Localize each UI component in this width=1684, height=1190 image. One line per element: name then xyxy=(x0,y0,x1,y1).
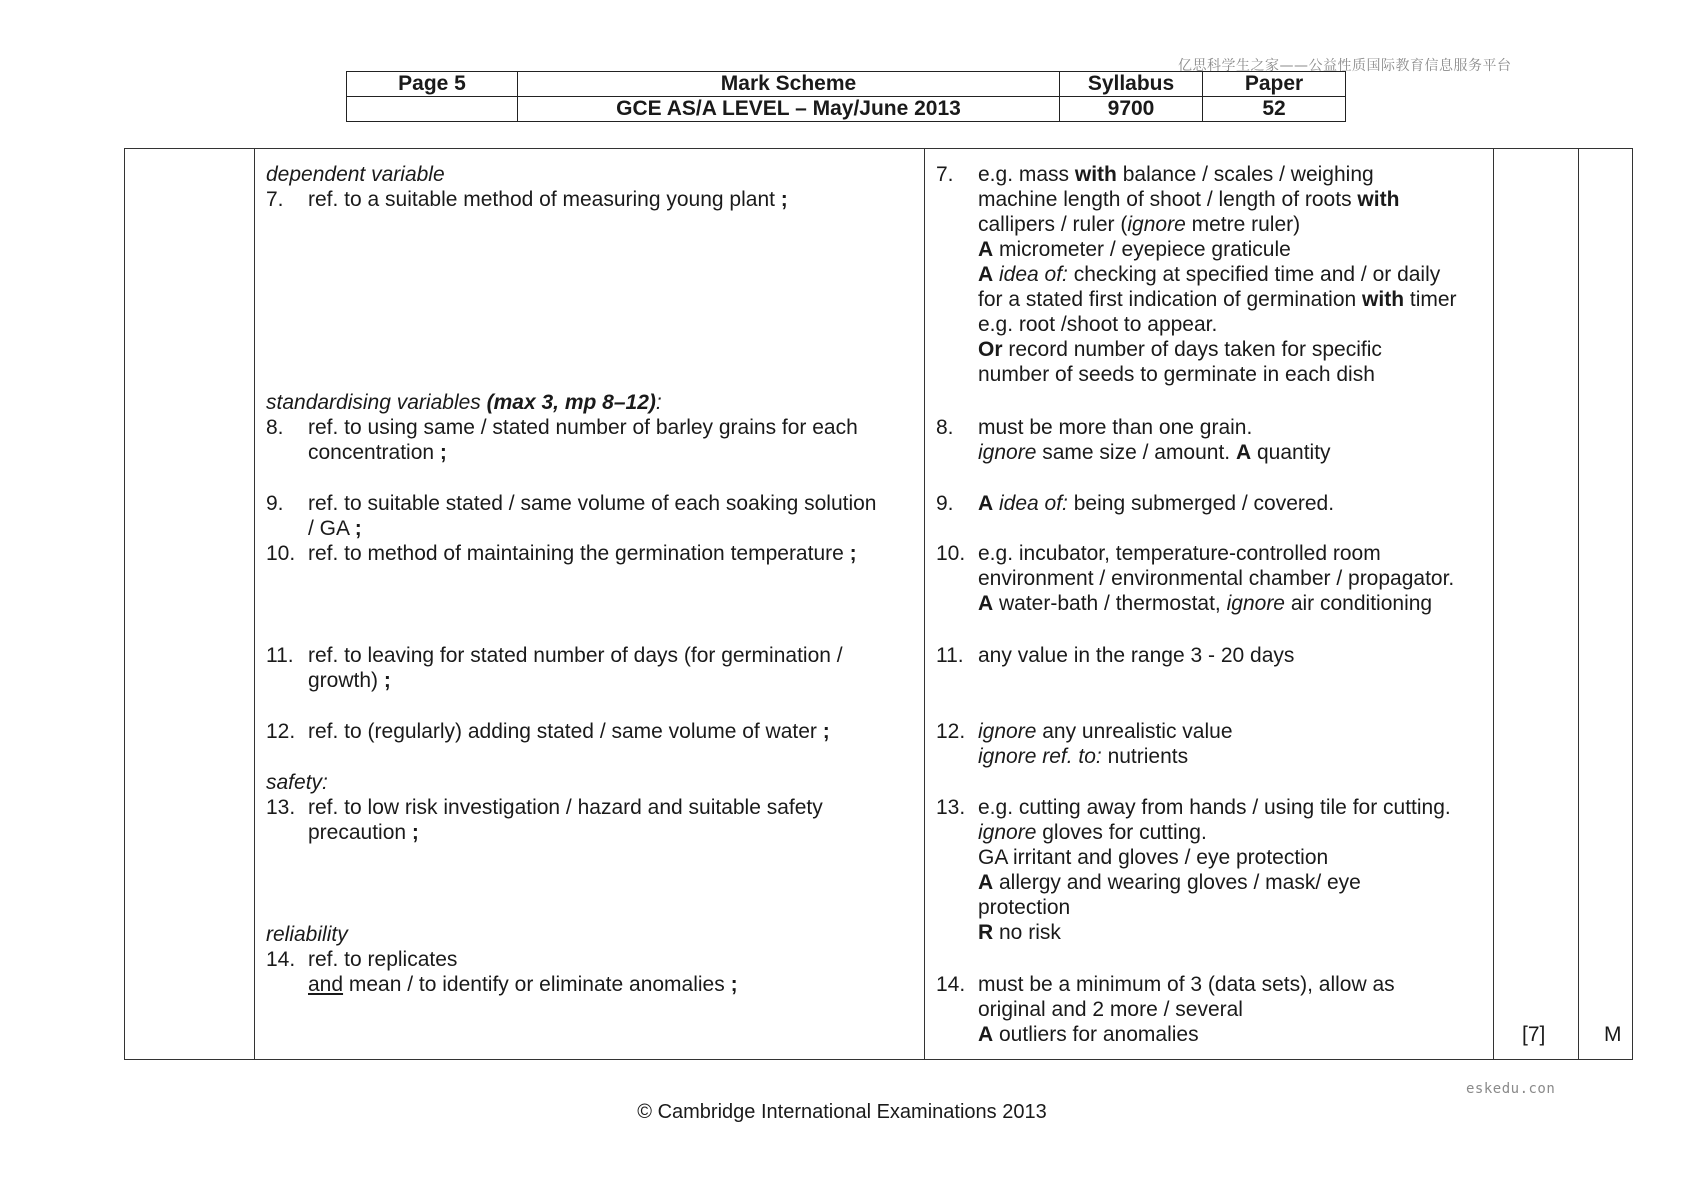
header-mark-scheme: Mark Scheme xyxy=(518,72,1060,97)
item-8-text: ref. to using same / stated number of barley grains for each xyxy=(308,416,858,439)
guidance-9-text: A idea of: being submerged / covered. xyxy=(978,492,1335,515)
column-divider xyxy=(924,149,925,1059)
guidance-7-text: number of seeds to germinate in each dish xyxy=(978,363,1375,386)
item-7-text: ref. to a suitable method of measuring young plant ; xyxy=(308,188,788,211)
guidance-7-text: e.g. mass with balance / scales / weighing xyxy=(978,163,1374,186)
item-number: 12. xyxy=(266,720,296,743)
guidance-7-text: machine length of shoot / length of roots with xyxy=(978,188,1400,211)
item-8-text-cont: concentration ; xyxy=(308,441,447,464)
standardising-variables-heading: standardising variables (max 3, mp 8–12): xyxy=(266,391,662,414)
guidance-10-text: e.g. incubator, temperature-controlled room xyxy=(978,542,1381,565)
guidance-12-text: ignore ref. to: nutrients xyxy=(978,745,1189,768)
item-number: 11. xyxy=(266,644,294,667)
item-13-text-cont: precaution ; xyxy=(308,821,419,844)
header-table xyxy=(346,71,1346,122)
guidance-8-text: must be more than one grain. xyxy=(978,416,1253,439)
item-13-text: ref. to low risk investigation / hazard and suitable safety xyxy=(308,796,823,819)
reliability-heading: reliability xyxy=(266,923,348,946)
item-number: 9. xyxy=(266,492,284,515)
column-divider xyxy=(1578,149,1579,1059)
header-syllabus-code: 9700 xyxy=(1060,97,1203,122)
guidance-number: 7. xyxy=(936,163,954,186)
guidance-7-text: for a stated first indication of germination with timer xyxy=(978,288,1457,311)
guidance-14-text: A outliers for anomalies xyxy=(978,1023,1199,1046)
column-divider xyxy=(1493,149,1494,1059)
guidance-13-text: protection xyxy=(978,896,1071,919)
header-paper: Paper xyxy=(1203,72,1346,97)
guidance-14-text: original and 2 more / several xyxy=(978,998,1243,1021)
guidance-12-text: ignore any unrealistic value xyxy=(978,720,1233,743)
guidance-13-text: GA irritant and gloves / eye protection xyxy=(978,846,1329,869)
guidance-10-text: A water-bath / thermostat, ignore air conditioning xyxy=(978,592,1433,615)
guidance-13-text: e.g. cutting away from hands / using tile for cutting. xyxy=(978,796,1451,819)
watermark-top: 亿思科学生之家——公益性质国际教育信息服务平台 xyxy=(1178,58,1512,74)
guidance-13-text: R no risk xyxy=(978,921,1061,944)
mark-code: M xyxy=(1604,1023,1622,1046)
header-paper-number: 52 xyxy=(1203,97,1346,122)
item-number: 7. xyxy=(266,188,284,211)
guidance-7-text: callipers / ruler (ignore metre ruler) xyxy=(978,213,1301,236)
guidance-number: 12. xyxy=(936,720,966,743)
column-divider xyxy=(254,149,255,1059)
guidance-number: 11. xyxy=(936,644,964,667)
header-syllabus: Syllabus xyxy=(1060,72,1203,97)
item-12-text: ref. to (regularly) adding stated / same volume of water ; xyxy=(308,720,830,743)
item-14-text-cont: and mean / to identify or eliminate anomalies ; xyxy=(308,973,738,996)
item-9-text: ref. to suitable stated / same volume of each soaking solution xyxy=(308,492,877,515)
header-empty-cell xyxy=(347,97,518,122)
guidance-7-text: A idea of: checking at specified time and / or daily xyxy=(978,263,1441,286)
item-number: 10. xyxy=(266,542,296,565)
item-11-text-cont: growth) ; xyxy=(308,669,391,692)
guidance-10-text: environment / environmental chamber / propagator. xyxy=(978,567,1455,590)
guidance-14-text: must be a minimum of 3 (data sets), allow as xyxy=(978,973,1395,996)
item-number: 8. xyxy=(266,416,284,439)
guidance-7-text: e.g. root /shoot to appear. xyxy=(978,313,1218,336)
guidance-13-text: ignore gloves for cutting. xyxy=(978,821,1207,844)
item-number: 14. xyxy=(266,948,296,971)
item-14-text: ref. to replicates xyxy=(308,948,458,971)
safety-heading: safety: xyxy=(266,771,328,794)
guidance-number: 13. xyxy=(936,796,966,819)
guidance-13-text: A allergy and wearing gloves / mask/ eye xyxy=(978,871,1361,894)
watermark-bottom: eskedu.con xyxy=(1466,1081,1556,1097)
guidance-number: 10. xyxy=(936,542,966,565)
guidance-7-text: Or record number of days taken for specific xyxy=(978,338,1382,361)
guidance-11-text: any value in the range 3 - 20 days xyxy=(978,644,1295,667)
mark-scheme-table xyxy=(124,148,1633,1060)
item-number: 13. xyxy=(266,796,296,819)
dependent-variable-heading: dependent variable xyxy=(266,163,445,186)
header-page: Page 5 xyxy=(347,72,518,97)
guidance-8-text: ignore same size / amount. A quantity xyxy=(978,441,1331,464)
header-exam: GCE AS/A LEVEL – May/June 2013 xyxy=(518,97,1060,122)
total-marks: [7] xyxy=(1522,1023,1546,1046)
guidance-number: 8. xyxy=(936,416,954,439)
copyright-footer: © Cambridge International Examinations 2013 xyxy=(637,1101,1047,1123)
item-10-text: ref. to method of maintaining the germination temperature ; xyxy=(308,542,857,565)
item-9-text-cont: / GA ; xyxy=(308,517,362,540)
item-11-text: ref. to leaving for stated number of days (for germination / xyxy=(308,644,843,667)
guidance-7-text: A micrometer / eyepiece graticule xyxy=(978,238,1291,261)
guidance-number: 9. xyxy=(936,492,954,515)
guidance-number: 14. xyxy=(936,973,966,996)
